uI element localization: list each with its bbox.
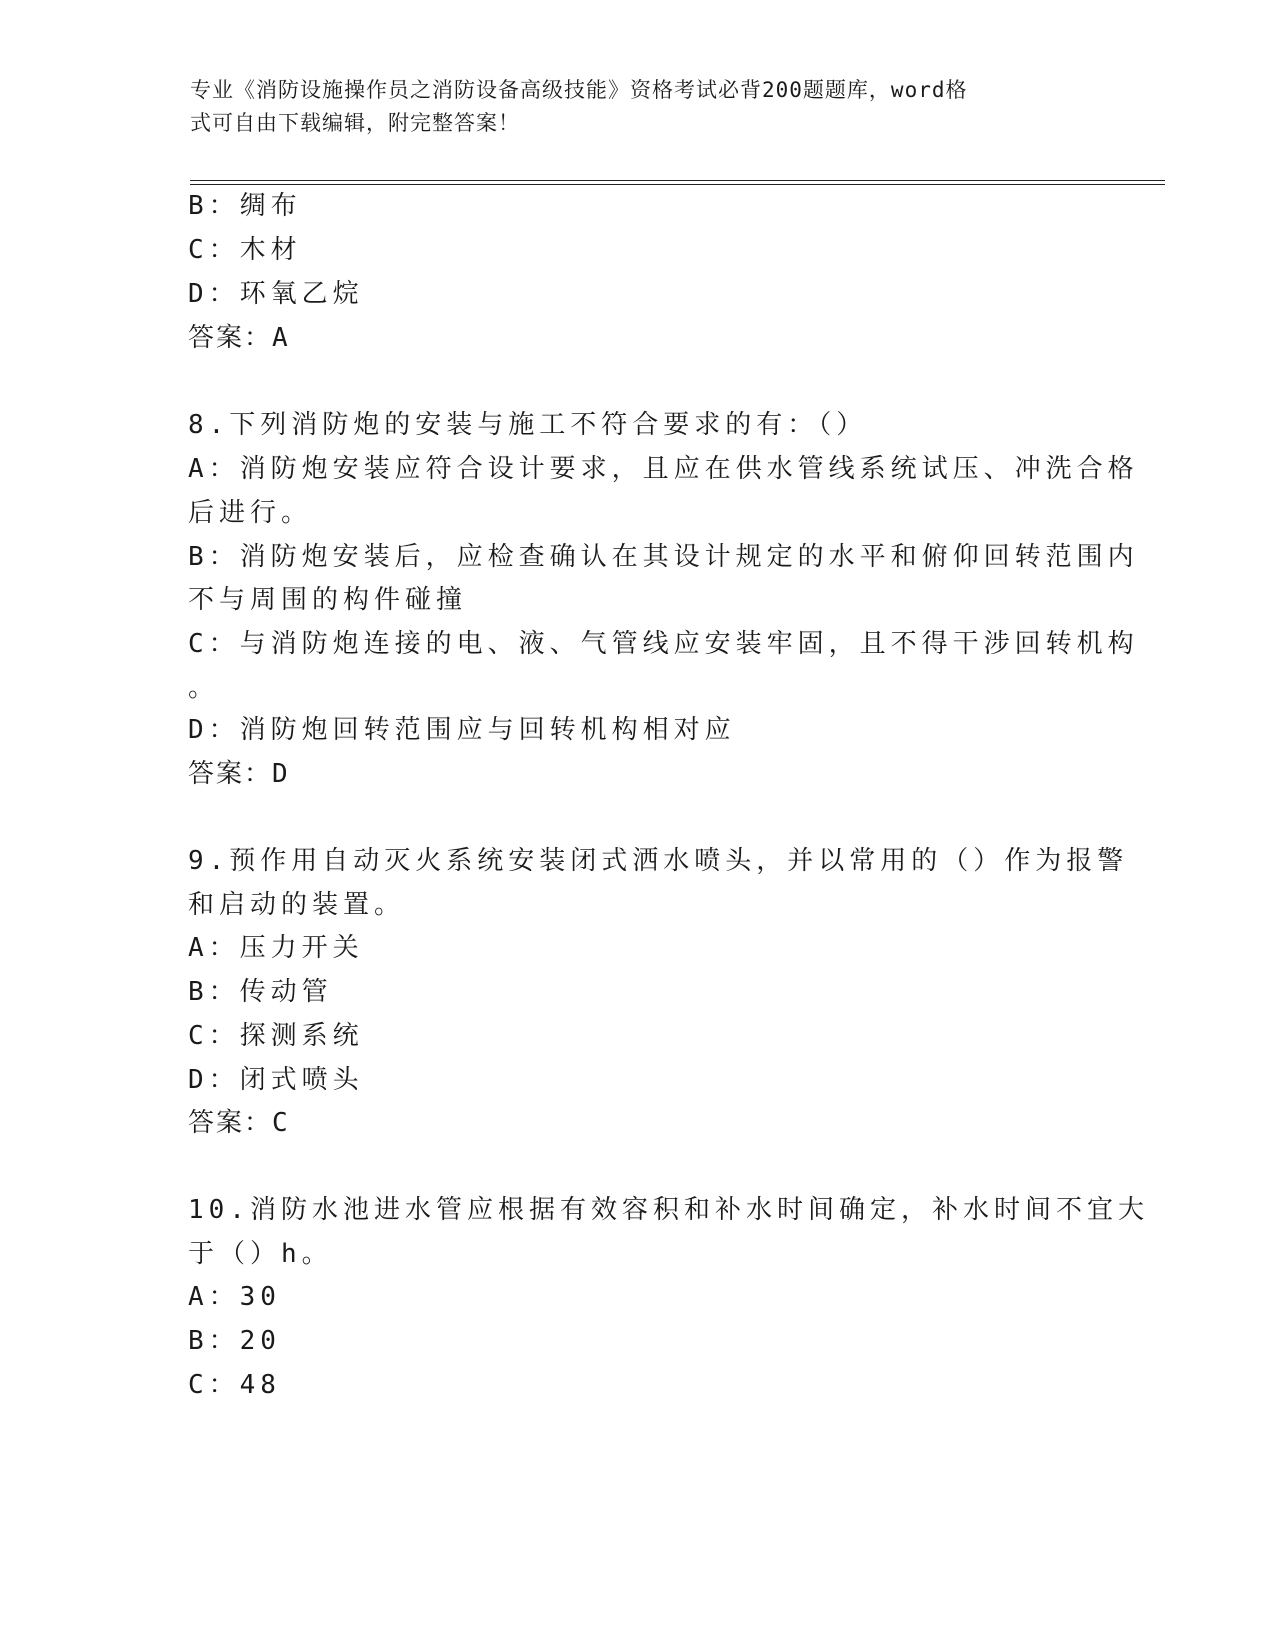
q9-stem-line-2: 和启动的装置。 xyxy=(188,890,406,920)
q9-option-b: B：传动管 xyxy=(188,977,333,1007)
q9-stem-line-1: 9.预作用自动灭火系统安装闭式洒水喷头，并以常用的（）作为报警 xyxy=(188,846,1129,876)
q9-option-c: C：探测系统 xyxy=(188,1021,364,1051)
q10-option-a: A：30 xyxy=(188,1282,281,1312)
q9-option-a: A：压力开关 xyxy=(188,933,364,963)
q7-option-d: D：环氧乙烷 xyxy=(188,279,364,309)
q8-option-d: D：消防炮回转范围应与回转机构相对应 xyxy=(188,715,736,745)
header-divider-thick xyxy=(190,180,1165,181)
header-line-1: 专业《消防设施操作员之消防设备高级技能》资格考试必背200题题库，word格 xyxy=(190,78,968,102)
header-line-2: 式可自由下载编辑，附完整答案！ xyxy=(190,111,520,135)
q8-option-a-line-2: 后进行。 xyxy=(188,498,313,528)
header-divider-thin xyxy=(190,184,1165,185)
q7-option-b: B：绸布 xyxy=(188,191,302,221)
document-header xyxy=(190,74,1070,140)
q9-option-d: D：闭式喷头 xyxy=(188,1065,364,1095)
q8-option-c-line-1: C：与消防炮连接的电、液、气管线应安装牢固，且不得干涉回转机构 xyxy=(188,629,1139,659)
q10-stem-line-2: 于（）h。 xyxy=(188,1239,333,1269)
q7-answer: 答案：A xyxy=(188,323,290,353)
q10-stem-line-1: 10.消防水池进水管应根据有效容积和补水时间确定，补水时间不宜大 xyxy=(188,1195,1149,1225)
q9-answer: 答案：C xyxy=(188,1108,290,1138)
q8-option-a-line-1: A：消防炮安装应符合设计要求，且应在供水管线系统试压、冲洗合格 xyxy=(188,454,1139,484)
q8-option-b-line-2: 不与周围的构件碰撞 xyxy=(188,585,468,615)
q10-option-b: B：20 xyxy=(188,1326,281,1356)
q8-answer: 答案：D xyxy=(188,759,290,789)
q7-option-c: C：木材 xyxy=(188,235,302,265)
q8-stem: 8.下列消防炮的安装与施工不符合要求的有：（） xyxy=(188,410,868,440)
q8-option-b-line-1: B：消防炮安装后，应检查确认在其设计规定的水平和俯仰回转范围内 xyxy=(188,542,1139,572)
q8-option-c-line-2: 。 xyxy=(188,673,220,703)
q10-option-c: C：48 xyxy=(188,1370,281,1400)
